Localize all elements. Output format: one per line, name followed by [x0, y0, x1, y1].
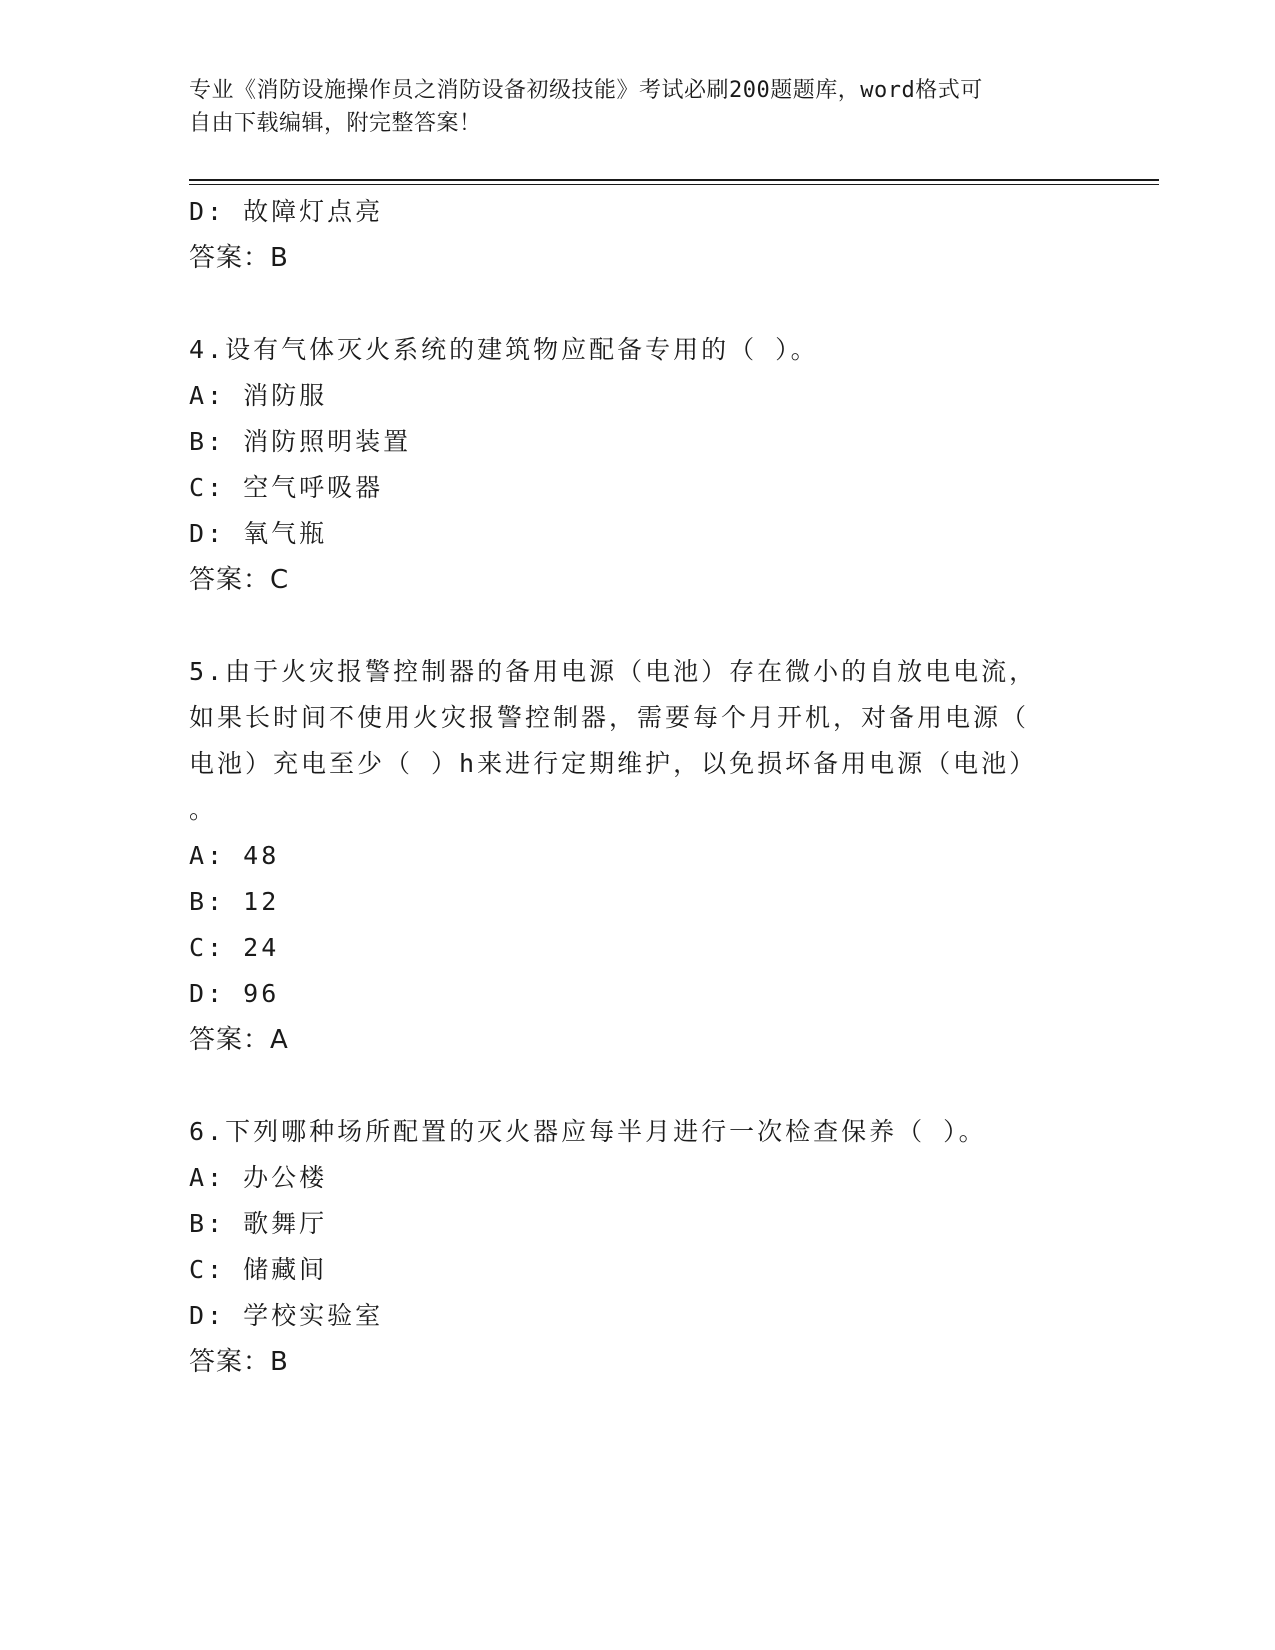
- header-line-2: 自由下载编辑，附完整答案！: [189, 111, 482, 136]
- question-4-answer: 答案：C: [189, 565, 290, 595]
- question-5: [189, 649, 1079, 1063]
- spacer: [189, 603, 1079, 649]
- carryover-answer: 答案：B: [189, 243, 289, 273]
- question-4-option-c: C: 空气呼吸器: [189, 473, 384, 502]
- question-6-option-a: A: 办公楼: [189, 1163, 328, 1192]
- question-6-stem: 6.下列哪种场所配置的灭火器应每半月进行一次检查保养（ ）。: [189, 1117, 987, 1146]
- question-6-answer: 答案：B: [189, 1347, 289, 1377]
- document-header: [189, 74, 1069, 140]
- carryover-option-d: D: 故障灯点亮: [189, 197, 384, 226]
- question-6: [189, 1109, 1079, 1385]
- question-4-stem: 4.设有气体灭火系统的建筑物应配备专用的（ ）。: [189, 335, 819, 364]
- question-4-option-b: B: 消防照明装置: [189, 427, 412, 456]
- question-4-option-d: D: 氧气瓶: [189, 519, 328, 548]
- question-5-stem-line-4: 。: [189, 795, 218, 824]
- question-5-option-b: B: 12: [189, 887, 280, 916]
- question-4: [189, 327, 1079, 603]
- question-5-option-c: C: 24: [189, 933, 280, 962]
- question-list: [189, 189, 1079, 1385]
- header-divider-thick: [189, 179, 1159, 181]
- question-6-option-c: C: 储藏间: [189, 1255, 328, 1284]
- question-5-option-d: D: 96: [189, 979, 280, 1008]
- question-6-option-b: B: 歌舞厅: [189, 1209, 328, 1238]
- header-line-1: 专业《消防设施操作员之消防设备初级技能》考试必刷200题题库，word格式可: [189, 78, 983, 103]
- question-5-answer: 答案：A: [189, 1025, 289, 1055]
- question-5-stem-line-1: 5.由于火灾报警控制器的备用电源（电池）存在微小的自放电电流，: [189, 657, 1038, 686]
- spacer: [189, 281, 1079, 327]
- question-6-option-d: D: 学校实验室: [189, 1301, 384, 1330]
- question-5-option-a: A: 48: [189, 841, 280, 870]
- spacer: [189, 1063, 1079, 1109]
- header-divider-thin: [189, 184, 1159, 185]
- question-5-stem-line-3: 电池）充电至少（ ）h来进行定期维护，以免损坏备用电源（电池）: [189, 749, 1038, 778]
- question-5-stem-line-2: 如果长时间不使用火灾报警控制器，需要每个月开机，对备用电源（: [189, 703, 1030, 732]
- question-4-option-a: A: 消防服: [189, 381, 328, 410]
